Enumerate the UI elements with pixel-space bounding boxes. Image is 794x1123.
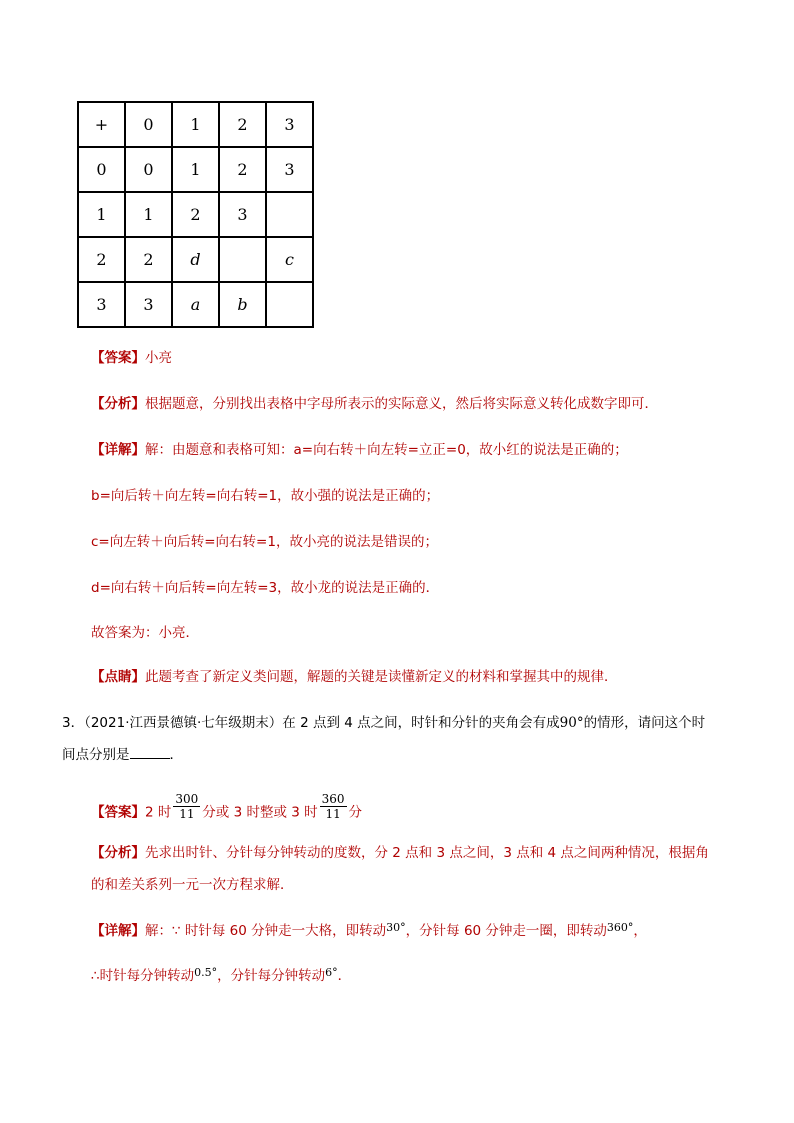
fraction-2 <box>320 792 347 821</box>
q3-detail-part-3: ， <box>633 923 647 939</box>
detail-tag: 【详解】 <box>91 442 145 458</box>
fraction-1 <box>173 792 200 821</box>
table-row <box>78 147 313 192</box>
table-row <box>78 282 313 327</box>
q3-detail2-part-1: ∴时针每分钟转动 <box>91 968 195 984</box>
table-cell: 1 <box>172 102 219 147</box>
table-cell <box>219 237 266 282</box>
answer-blank <box>130 744 170 759</box>
table-cell: 2 <box>219 147 266 192</box>
table-row <box>78 237 313 282</box>
math-360-deg: 360° <box>606 921 634 934</box>
question-number: 3． <box>62 715 85 731</box>
table-cell: + <box>78 102 125 147</box>
q3-analysis-text-1: 先求出时针、分针每分钟转动的度数，分 2 点和 3 点之间，3 点和 4 点之间两种情况，根据角 <box>145 845 709 861</box>
q2-detail-line-3: c=向左转＋向后转=向右转=1，故小亮的说法是错误的； <box>91 534 438 550</box>
answer-part-2: 分或 3 时整或 3 时 <box>202 804 318 821</box>
table-cell: 2 <box>219 102 266 147</box>
table-cell: 3 <box>266 102 313 147</box>
table-cell: 0 <box>125 102 172 147</box>
stem-end: ． <box>169 747 183 763</box>
analysis-text: 根据题意，分别找出表格中字母所表示的实际意义，然后将实际意义转化成数字即可． <box>145 396 658 412</box>
comment-tag: 【点睛】 <box>91 669 145 685</box>
q3-analysis-line-1 <box>91 843 709 863</box>
table-cell: 0 <box>78 147 125 192</box>
comment-text: 此题考查了新定义类问题，解题的关键是读懂新定义的材料和掌握其中的规律． <box>145 669 618 685</box>
q2-answer-line <box>91 348 172 368</box>
q3-analysis-line-2: 的和差关系列一元一次方程求解． <box>91 877 294 893</box>
answer-text: 小亮 <box>145 350 172 366</box>
q3-detail-part-2: ，分针每 60 分钟走一圈，即转动 <box>405 923 607 939</box>
question-source: （2021·江西景德镇·七年级期末） <box>84 715 283 731</box>
fraction-2-numerator: 360 <box>321 792 345 806</box>
q2-detail-line-4: d=向右转＋向后转=向左转=3，故小龙的说法是正确的． <box>91 580 440 596</box>
table-cell: 3 <box>219 192 266 237</box>
table-row <box>78 102 313 147</box>
answer-tag: 【答案】 <box>91 350 145 366</box>
fraction-1-numerator: 300 <box>175 792 199 806</box>
q3-detail-line-1 <box>91 921 647 942</box>
fraction-1-denominator: 11 <box>173 806 200 821</box>
detail-text-1: 解：由题意和表格可知：a=向右转＋向左转=立正=0，故小红的说法是正确的； <box>145 442 628 458</box>
q3-detail2-part-2: ，分针每分钟转动 <box>217 968 326 984</box>
answer-part-3: 分 <box>348 804 363 821</box>
math-6-deg: 6° <box>325 966 338 979</box>
q3-detail-line-2 <box>91 966 351 987</box>
table-cell: 3 <box>266 147 313 192</box>
table-cell: b <box>219 282 266 327</box>
q3-detail2-part-3: ． <box>337 968 352 984</box>
stem-part-2: 的情形，请问这个时 <box>583 715 706 731</box>
table-cell: d <box>172 237 219 282</box>
table-cell: 2 <box>125 237 172 282</box>
table-cell: 1 <box>125 192 172 237</box>
stem-line-2: 间点分别是 <box>62 747 130 763</box>
q3-detail-tag: 【详解】 <box>91 923 145 939</box>
q2-comment-line <box>91 667 618 687</box>
q2-conclusion: 故答案为：小亮． <box>91 625 199 641</box>
q3-stem-line-2 <box>62 744 183 765</box>
q3-answer-tag: 【答案】 <box>91 804 145 821</box>
table-cell <box>266 282 313 327</box>
fraction-2-denominator: 11 <box>320 806 347 821</box>
math-30-deg: 30° <box>386 921 406 934</box>
analysis-tag: 【分析】 <box>91 396 145 412</box>
table-cell: c <box>266 237 313 282</box>
stem-angle: 90° <box>559 715 584 731</box>
table-cell: 1 <box>78 192 125 237</box>
q3-analysis-tag: 【分析】 <box>91 845 145 861</box>
table-cell: 2 <box>172 192 219 237</box>
q2-detail-line-2: b=向后转＋向左转=向右转=1，故小强的说法是正确的； <box>91 488 440 504</box>
table-cell: 0 <box>125 147 172 192</box>
table-cell: a <box>172 282 219 327</box>
table-cell: 1 <box>172 147 219 192</box>
math-0-5-deg: 0.5° <box>194 966 218 979</box>
q2-detail-line-1 <box>91 440 628 460</box>
q3-detail-part-1: 解：∵ 时针每 60 分钟走一大格，即转动 <box>145 923 387 939</box>
q2-analysis-line <box>91 394 658 414</box>
q3-stem-line-1 <box>62 713 705 733</box>
table-row <box>78 192 313 237</box>
stem-part-1: 在 2 点到 4 点之间，时针和分针的夹角会有成 <box>282 715 560 731</box>
table-cell: 3 <box>125 282 172 327</box>
answer-part-1: 2 时 <box>145 804 172 821</box>
table-cell: 3 <box>78 282 125 327</box>
q3-answer-line <box>91 792 363 827</box>
addition-table <box>77 101 314 328</box>
table-cell: 2 <box>78 237 125 282</box>
table-cell <box>266 192 313 237</box>
